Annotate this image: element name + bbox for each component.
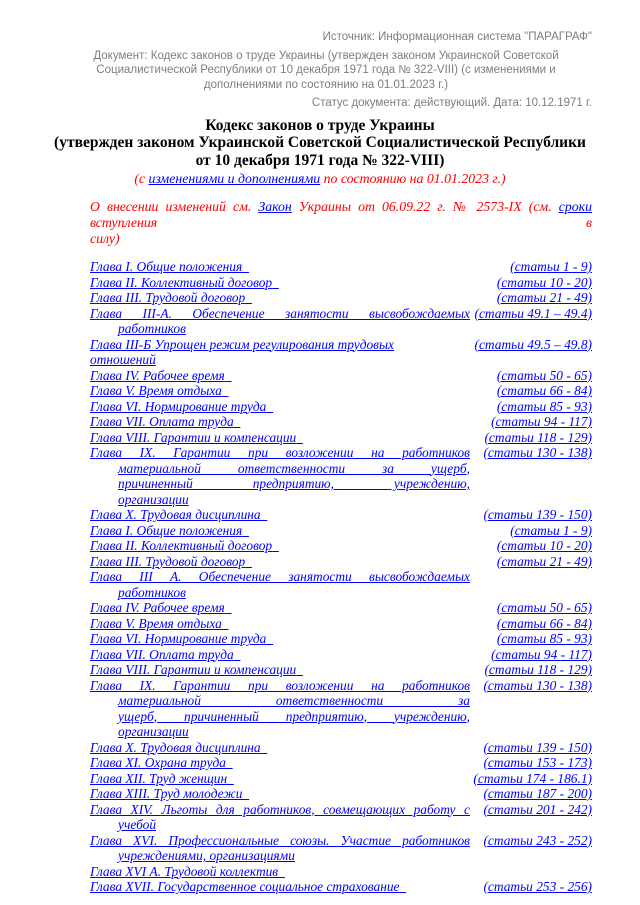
toc-articles-link[interactable]: (статьи 21 - 49) <box>496 553 592 569</box>
title-sub: (утвержден законом Украинской Советской Социалистической Республики от 10 декабря 1971 года № 322-VIII) <box>54 134 586 169</box>
toc-row <box>90 554 592 570</box>
toc-chapter-link[interactable]: отношений <box>90 352 156 367</box>
toc-chapter-link[interactable]: Глава III-А. Обеспечение занятости высвобождаемых <box>90 305 470 321</box>
toc-articles-link[interactable]: (статьи 130 - 138) <box>483 677 592 693</box>
toc-row <box>90 833 592 864</box>
toc-chapter-link[interactable]: работников <box>118 321 186 336</box>
toc-row <box>90 538 592 554</box>
toc-row <box>90 755 592 771</box>
amendment-notice-line2: силу) <box>90 231 120 246</box>
toc-chapter-link[interactable]: Глава VI. Нормирование труда <box>90 631 267 646</box>
toc-row <box>90 430 592 446</box>
toc-chapter-link[interactable]: материальной ответственности за ущерб, <box>118 460 470 476</box>
toc-row <box>90 569 592 600</box>
toc-articles-link[interactable]: (статьи 66 - 84) <box>496 383 592 398</box>
toc-chapter-link[interactable]: ущерб, причиненный предприятию, учреждению, <box>118 708 470 724</box>
toc-row <box>90 631 592 647</box>
toc-chapter-link[interactable]: Глава VII. Оплата труда <box>90 646 234 662</box>
toc-articles-link[interactable]: (статьи 174 - 186.1) <box>473 770 592 786</box>
toc-articles-link[interactable]: (статьи 49.5 – 49.8) <box>474 336 592 352</box>
toc-row <box>90 647 592 663</box>
status-line: Статус документа: действующий. Дата: 10.12.1971 г. <box>311 97 592 109</box>
toc-articles-link[interactable]: (статьи 10 - 20) <box>496 274 592 290</box>
toc-row <box>90 678 592 740</box>
toc-chapter-link[interactable]: Глава IX. Гарантии при возложении на работников <box>90 677 470 693</box>
toc-chapter-link[interactable]: Глава XI. Охрана труда <box>90 755 226 770</box>
toc-articles-link[interactable]: (статьи 1 - 9) <box>510 259 592 274</box>
toc-chapter-link[interactable]: Глава XII. Труд женщин <box>90 770 228 786</box>
amend-prefix: (с <box>134 171 149 186</box>
toc-chapter-link[interactable]: Глава V. Время отдыха <box>90 615 222 631</box>
toc-articles-link[interactable]: (статьи 85 - 93) <box>496 631 592 646</box>
notice-text-2: Украины от 06.09.22 г. № 2573-IX (см. <box>291 199 559 214</box>
amend-suffix: по состоянию на 01.01.2023 г.) <box>320 171 506 186</box>
notice-text-3: вступления в <box>90 215 592 230</box>
toc-articles-link[interactable]: (статьи 139 - 150) <box>483 739 592 755</box>
amendment-notice-line1 <box>90 199 592 231</box>
toc-row <box>90 507 592 523</box>
toc-articles-link[interactable]: (статьи 201 - 242) <box>483 801 592 817</box>
toc-row <box>90 786 592 802</box>
toc-chapter-link[interactable]: Глава VII. Оплата труда <box>90 414 234 429</box>
toc-chapter-link[interactable]: Глава X. Трудовая дисциплина <box>90 507 261 522</box>
toc-row <box>90 383 592 399</box>
amendments-link[interactable]: изменениями и дополнениями <box>148 171 321 186</box>
toc-articles-link[interactable]: (статьи 49.1 – 49.4) <box>474 305 592 321</box>
toc-chapter-link[interactable]: материальной ответственности за <box>118 693 470 708</box>
toc-chapter-link[interactable]: организации <box>118 724 189 739</box>
toc-chapter-link[interactable]: учебой <box>118 817 157 832</box>
toc-articles-link[interactable]: (статьи 253 - 256) <box>483 879 592 894</box>
toc-chapter-link[interactable]: работников <box>118 584 186 600</box>
toc-row <box>90 600 592 616</box>
toc-articles-link[interactable]: (статьи 118 - 129) <box>484 662 592 677</box>
toc-chapter-link[interactable]: Глава II. Коллективный договор <box>90 538 273 553</box>
toc-chapter-link[interactable]: Глава XVII. Государственное социальное страхование <box>90 879 400 894</box>
toc-chapter-link[interactable]: Глава I. Общие положения <box>90 259 243 274</box>
toc-chapter-link[interactable]: Глава III. Трудовой договор <box>90 290 246 305</box>
toc-chapter-link[interactable]: Глава XIV. Льготы для работников, совмещающих работу с <box>90 801 470 817</box>
toc-articles-link[interactable]: (статьи 50 - 65) <box>496 367 592 383</box>
toc-chapter-link[interactable]: Глава VIII. Гарантии и компенсации <box>90 429 297 445</box>
toc-row <box>90 802 592 833</box>
toc-chapter-link[interactable]: Глава VI. Нормирование труда <box>90 398 267 414</box>
toc-chapter-link[interactable]: организации <box>118 491 189 507</box>
amendment-notice <box>90 199 592 247</box>
toc-articles-link[interactable]: (статьи 66 - 84) <box>496 615 592 631</box>
page-title <box>48 117 592 188</box>
toc-articles-link[interactable]: (статьи 187 - 200) <box>483 786 592 801</box>
toc-row <box>90 864 592 880</box>
law-link[interactable]: Закон <box>258 199 292 214</box>
toc-row <box>90 740 592 756</box>
toc-chapter-link[interactable]: Глава I. Общие положения <box>90 522 243 538</box>
toc-row <box>90 337 592 368</box>
toc-row <box>90 259 592 275</box>
toc-chapter-link[interactable]: Глава III. Трудовой договор <box>90 553 246 569</box>
toc-chapter-link[interactable]: Глава XVI А. Трудовой коллектив <box>90 863 279 879</box>
toc-row <box>90 414 592 430</box>
toc-articles-link[interactable]: (статьи 139 - 150) <box>483 507 592 522</box>
toc-articles-link[interactable]: (статьи 85 - 93) <box>496 398 592 414</box>
toc-chapter-link[interactable]: Глава XIII. Труд молодежи <box>90 786 243 801</box>
toc-row <box>90 306 592 337</box>
toc-articles-link[interactable]: (статьи 118 - 129) <box>484 429 592 445</box>
toc-row <box>90 368 592 384</box>
title-amendments <box>48 171 592 187</box>
toc-row <box>90 275 592 291</box>
toc-chapter-link[interactable]: Глава IV. Рабочее время <box>90 600 225 615</box>
toc-chapter-link[interactable]: Глава IV. Рабочее время <box>90 367 225 383</box>
toc-row <box>90 290 592 306</box>
toc-articles-link[interactable]: (статьи 94 - 117) <box>491 646 592 662</box>
toc-articles-link[interactable]: (статьи 243 - 252) <box>483 832 592 848</box>
toc-chapter-link[interactable]: Глава III А. Обеспечение занятости высвобождаемых <box>90 569 470 584</box>
toc-row <box>90 399 592 415</box>
toc-row <box>90 771 592 787</box>
notice-text-1: О внесении изменений см. <box>90 199 259 214</box>
toc-articles-link[interactable]: (статьи 1 - 9) <box>510 522 592 538</box>
toc-row <box>90 662 592 678</box>
toc-row <box>90 879 592 895</box>
toc-chapter-link[interactable]: Глава V. Время отдыха <box>90 383 222 398</box>
toc-articles-link[interactable]: (статьи 130 - 138) <box>483 445 592 460</box>
toc-chapter-link[interactable]: Глава X. Трудовая дисциплина <box>90 739 261 755</box>
table-of-contents <box>90 259 592 895</box>
toc-chapter-link[interactable]: Глава VIII. Гарантии и компенсации <box>90 662 297 677</box>
toc-row <box>90 616 592 632</box>
title-main: Кодекс законов о труде Украины <box>205 116 435 134</box>
deadlines-link[interactable]: сроки <box>558 199 592 214</box>
toc-chapter-link[interactable]: Глава IX. Гарантии при возложении на работников <box>90 445 470 460</box>
doc-header <box>48 30 592 111</box>
toc-chapter-link[interactable]: учреждениями, организациями <box>118 848 295 863</box>
toc-chapter-link[interactable]: Глава II. Коллективный договор <box>90 274 273 290</box>
source-line: Источник: Информационная система "ПАРАГРАФ" <box>322 31 592 43</box>
toc-row <box>90 523 592 539</box>
toc-articles-link[interactable]: (статьи 10 - 20) <box>496 538 592 553</box>
document-line: Документ: Кодекс законов о труде Украины (утвержден законом Украинской Советской Социалистической Республики от 10 декабря 1971 года № 322-VIII) (с изменениями и дополнениями по состоянию на 01.01.2023 г.) <box>93 49 559 91</box>
toc-chapter-link[interactable]: Глава III-Б Упрощен режим регулирования трудовых <box>90 336 394 352</box>
toc-chapter-link[interactable]: причиненный предприятию, учреждению, <box>118 476 470 491</box>
toc-chapter-link[interactable]: Глава XVI. Профессиональные союзы. Участие работников <box>90 832 470 848</box>
toc-articles-link[interactable]: (статьи 153 - 173) <box>483 755 592 770</box>
toc-articles-link[interactable]: (статьи 94 - 117) <box>491 414 592 429</box>
toc-row <box>90 445 592 507</box>
toc-articles-link[interactable]: (статьи 21 - 49) <box>496 290 592 305</box>
toc-articles-link[interactable]: (статьи 50 - 65) <box>496 600 592 615</box>
